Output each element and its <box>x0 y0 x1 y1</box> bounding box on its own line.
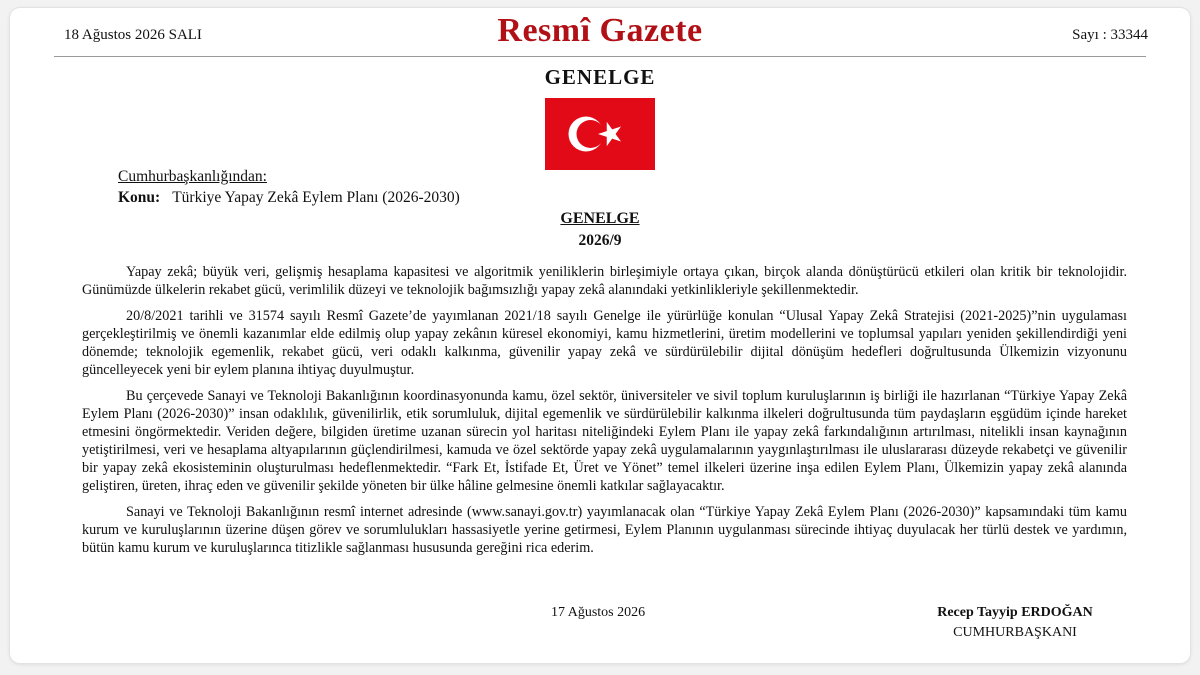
body-paragraph: Bu çerçevede Sanayi ve Teknoloji Bakanlığının koordinasyonunda kamu, özel sektör, üniversiteler ve sivil toplum kuruluşlarının iş birliği ile hazırlanan “Türkiye Yapay Zekâ Eylem Planı (2026-2030)” insan odaklılık, güvenilirlik, etik sorumluluk, dijital egemenlik ve sürdürülebilir kalkınma ilkeleri doğrultusunda tüm paydaşların eşgüdüm içinde hareket etmesini öngörmektedir. Veriden değere, bilgiden üretime uzanan sürecin yol haritası niteliğindeki Eylem Planı ile yapay zekâ farkındalığının artırılması, nitelikli insan kaynağının yetiştirilmesi, veri ve hesaplama altyapılarının güçlendirilmesi, kamuda ve özel sektörde yapay zekâ uygulamalarının yaygınlaştırılması ile uluslararası düzeyde rekabetçi ve güvenilir bir yapay zekâ ekosisteminin oluşturulması hedeflenmektedir. “Fark Et, İstifade Et, Üret ve Yönet” temel ilkeleri üzerine inşa edilen Eylem Planı, Ülkemizin yapay zekâ alanında geliştiren, üreten, ihraç eden ve güvenilir şekilde yöneten bir ülke hâline gelmesine önemli katkılar sağlayacaktır. <box>82 388 1127 494</box>
turkish-flag-icon <box>545 98 655 170</box>
body-paragraph: Sanayi ve Teknoloji Bakanlığının resmî internet adresinde (www.sanayi.gov.tr) yayımlanacak olan “Türkiye Yapay Zekâ Eylem Planı (2026-2030)” kapsamındaki tüm kamu kurum ve kuruluşlarının üzerine düşen görev ve sorumlulukları hassasiyetle yerine getirmesi, Eylem Planının uygulanması sürecinde ihtiyaç duyulacak her türlü destek ve yardımın, bütün kamu kurum ve kuruluşlarınca titizlikle sağlanması hususunda gereğini rica ederim. <box>82 504 1127 556</box>
genelge-number: 2026/9 <box>578 232 622 249</box>
subject-label: Konu: <box>118 189 161 206</box>
genelge-title: GENELGE <box>560 210 640 227</box>
document-heading: GENELGE <box>544 65 656 89</box>
masthead-date: 18 Ağustos 2026 SALI <box>64 27 202 43</box>
issuer-line: Cumhurbaşkanlığından: <box>118 168 267 185</box>
subject-line <box>118 189 460 207</box>
document-body <box>82 263 1127 557</box>
masthead-divider <box>54 56 1146 57</box>
signatory-title: CUMHURBAŞKANI <box>953 625 1077 640</box>
masthead-title: Resmî Gazete <box>497 12 703 49</box>
masthead <box>10 8 1190 60</box>
gazette-page <box>10 8 1190 663</box>
body-paragraph: 20/8/2021 tarihli ve 31574 sayılı Resmî Gazete’de yayımlanan 2021/18 sayılı Genelge ile yürürlüğe konulan “Ulusal Yapay Zekâ Stratejisi (2021-2025)”nin uygulaması gerçekleştirilmiş ve önemli kazanımlar elde edilmiş olup yapay zekânın küresel ekonomiyi, kamu hizmetlerini, üretim modellerini ve toplumsal yapıları yeniden şekillendirdiği yeni dönemde; teknolojik egemenlik, rekabet gücü, veri odaklı kalkınma, güvenilir yapay zekâ ve sürdürülebilir dijital dönüşüm hedefleri doğrultusunda Ülkemizin vizyonunu güncelleyecek yeni bir eylem planına ihtiyaç duyulmuştur. <box>82 308 1127 378</box>
masthead-issue-number: Sayı : 33344 <box>1072 27 1148 43</box>
signing-date: 17 Ağustos 2026 <box>551 605 646 620</box>
signatory-name: Recep Tayyip ERDOĞAN <box>937 605 1093 620</box>
body-paragraph: Yapay zekâ; büyük veri, gelişmiş hesaplama kapasitesi ve algoritmik yeniliklerin birleşimiyle ortaya çıkan, birçok alanda dönüştürücü etkileri olan kritik bir teknolojidir. Günümüzde ülkelerin rekabet gücü, verimlilik düzeyi ve teknolojik bağımsızlığı yapay zekâ alanındaki yetkinlikleriyle şekillenmektedir. <box>82 264 1127 298</box>
subject-text: Türkiye Yapay Zekâ Eylem Planı (2026-2030) <box>172 189 460 206</box>
